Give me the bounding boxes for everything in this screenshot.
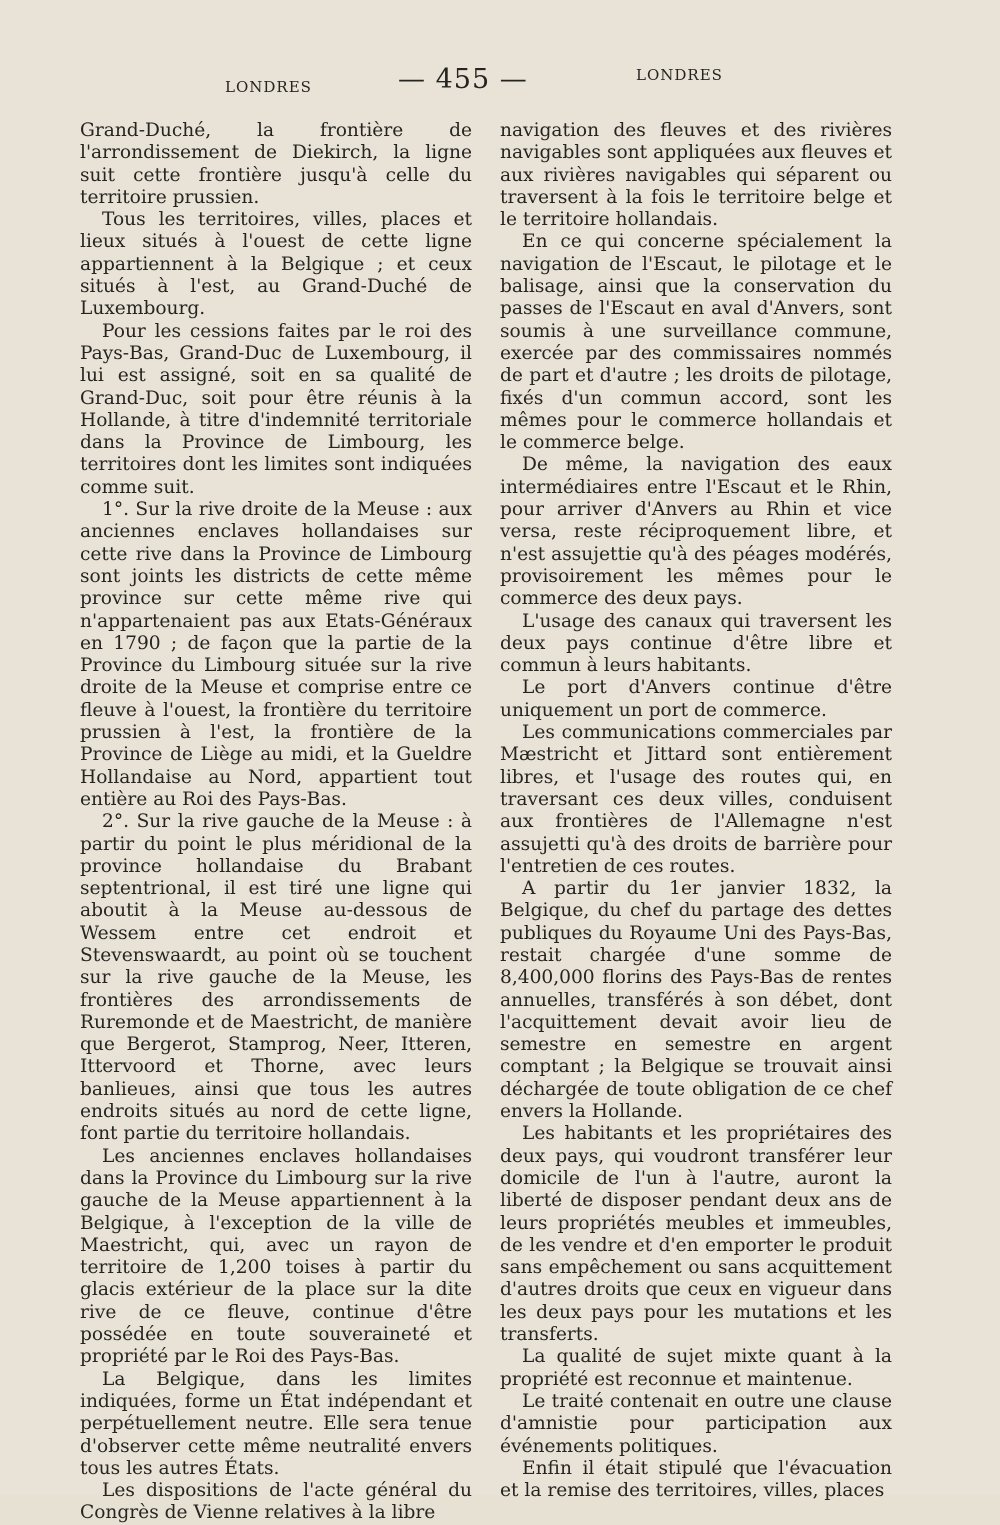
page-number: — 455 — (398, 64, 528, 95)
paragraph: 2°. Sur la rive gauche de la Meuse : à partir du point le plus méridional de la province hollandaise du Brabant septentrional, il est tiré une ligne qui aboutit à la Meuse au-dessous de Wessem entre cet endroit et Stevenswaardt, au point où se touchent sur la rive gauche de la Meuse, les frontières des arrondissements de Ruremonde et de Maestricht, de manière que Bergerot, Stamprog, Neer, Itteren, Ittervoord et Thorne, avec leurs banlieues, ainsi que tous les autres endroits situés au nord de cette ligne, font partie du territoire hollandais. (80, 811, 472, 1145)
paragraph: La Belgique, dans les limites indiquées, forme un État indépendant et perpétuellement neutre. Elle sera tenue d'observer cette même neutralité envers tous les autres États. (80, 1368, 472, 1479)
header-left-title: LONDRES (225, 78, 312, 96)
paragraph: 1°. Sur la rive droite de la Meuse : aux anciennes enclaves hollandaises sur cette rive dans la Province de Limbourg sont joints les districts de cette même province sur cette même rive qui n'appartenaient pas aux Etats-Généraux en 1790 ; de façon que la partie de la Province du Limbourg située sur la rive droite de la Meuse et comprise entre ce fleuve à l'ouest, la frontière du territoire prussien à l'est, la frontière de la Province de Liège au midi, et la Gueldre Hollandaise au Nord, appartient tout entière au Roi des Pays-Bas. (80, 499, 472, 810)
paragraph: navigation des fleuves et des rivières navigables sont appliquées aux fleuves et aux rivières navigables qui séparent ou traversent à la fois le territoire belge et le territoire hollandais. (500, 120, 892, 231)
paragraph: Grand-Duché, la frontière de l'arrondissement de Diekirch, la ligne suit cette frontière jusqu'à celle du territoire prussien. (80, 120, 472, 208)
paragraph: Les communications commerciales par Mæstricht et Jittard sont entièrement libres, et l'usage des routes qui, en traversant ces deux villes, conduisent aux frontières de l'Allemagne n'est assujetti qu'à des droits de barrière pour l'entretien de ces routes. (500, 722, 892, 877)
paragraph: Tous les territoires, villes, places et lieux situés à l'ouest de cette ligne appartiennent à la Belgique ; et ceux situés à l'est, au Grand-Duché de Luxembourg. (80, 209, 472, 320)
paragraph: Les anciennes enclaves hollandaises dans la Province du Limbourg sur la rive gauche de la Meuse appartiennent à la Belgique, à l'exception de la ville de Maestricht, qui, avec un rayon de territoire de 1,200 toises à partir du glacis extérieur de la place sur la dite rive de ce fleuve, continue d'être possédée en toute souveraineté et propriété par le Roi des Pays-Bas. (80, 1145, 472, 1368)
left-text-column (80, 120, 472, 1525)
paragraph: L'usage des canaux qui traversent les deux pays continue d'être libre et commun à leurs habitants. (500, 610, 892, 677)
paragraph: La qualité de sujet mixte quant à la propriété est reconnue et maintenue. (500, 1346, 892, 1390)
paragraph: A partir du 1er janvier 1832, la Belgique, du chef du partage des dettes publiques du Royaume Uni des Pays-Bas, restait chargée d'une somme de 8,400,000 florins des Pays-Bas de rentes annuelles, transférés à son débet, dont l'acquittement devait avoir lieu de semestre en semestre en argent comptant ; la Belgique se trouvait ainsi déchargée de toute obligation de ce chef envers la Hollande. (500, 878, 892, 1123)
right-text-column (500, 120, 892, 1502)
paragraph: Le traité contenait en outre une clause d'amnistie pour participation aux événements politiques. (500, 1390, 892, 1457)
paragraph: Les habitants et les propriétaires des deux pays, qui voudront transférer leur domicile de l'un à l'autre, auront la liberté de disposer pendant deux ans de leurs propriétés meubles et immeubles, de les vendre et d'en emporter le produit sans empêchement ou sans acquittement d'autres droits que ceux en vigueur dans les deux pays pour les mutations et les transferts. (500, 1123, 892, 1346)
running-header (0, 64, 1000, 104)
paragraph: Les dispositions de l'acte général du Congrès de Vienne relatives à la libre (80, 1480, 472, 1524)
paragraph: En ce qui concerne spécialement la navigation de l'Escaut, le pilotage et le balisage, ainsi que la conservation du passes de l'Escaut en aval d'Anvers, sont soumis à une surveillance commune, exercée par des commissaires nommés de part et d'autre ; les droits de pilotage, fixés d'un commun accord, sont les mêmes pour le commerce hollandais et le commerce belge. (500, 231, 892, 454)
paragraph: Pour les cessions faites par le roi des Pays-Bas, Grand-Duc de Luxembourg, il lui est assigné, soit en sa qualité de Grand-Duc, soit pour être réunis à la Hollande, à titre d'indemnité territoriale dans la Province de Limbourg, les territoires dont les limites sont indiquées comme suit. (80, 320, 472, 498)
header-right-title: LONDRES (636, 66, 723, 84)
paragraph: De même, la navigation des eaux intermédiaires entre l'Escaut et le Rhin, pour arriver d'Anvers au Rhin et vice versa, reste réciproquement libre, et n'est assujettie qu'à des péages modérés, provisoirement les mêmes pour le commerce des deux pays. (500, 454, 892, 610)
paragraph: Enfin il était stipulé que l'évacuation et la remise des territoires, villes, places (500, 1457, 892, 1502)
paragraph: Le port d'Anvers continue d'être uniquement un port de commerce. (500, 677, 892, 721)
